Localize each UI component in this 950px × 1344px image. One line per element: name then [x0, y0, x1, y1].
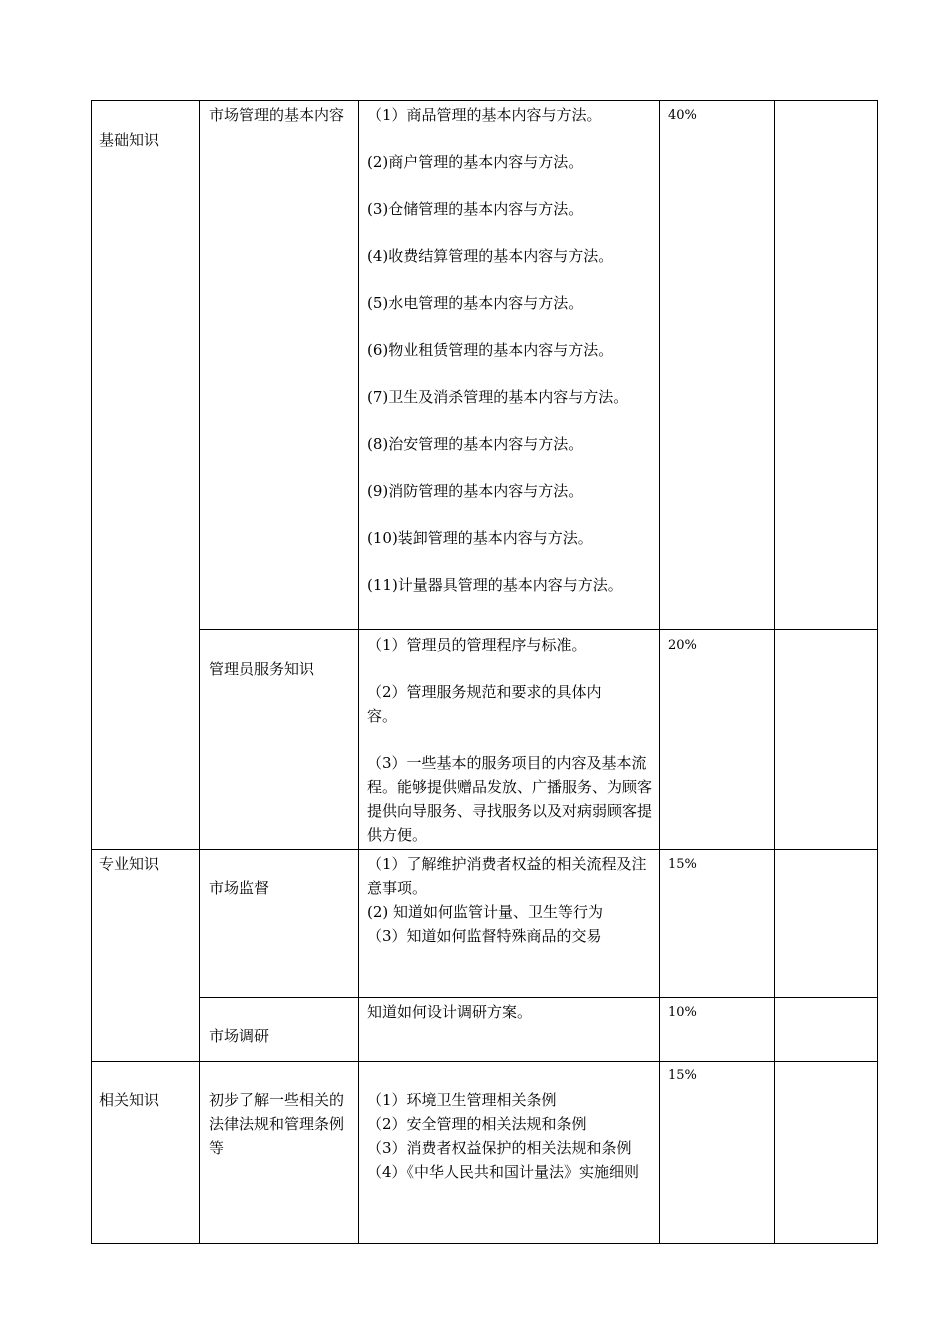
column-divider-4 [774, 100, 775, 1244]
topic-label: 市场监督 [209, 879, 270, 897]
category-label: 基础知识 [99, 131, 160, 149]
weight-cell [668, 636, 768, 656]
category-label: 专业知识 [99, 855, 160, 873]
category-cell [99, 852, 195, 876]
knowledge-table [91, 100, 878, 1244]
content-item: （3）消费者权益保护的相关法规和条例 [367, 1139, 632, 1157]
section-divider-2 [91, 1061, 878, 1062]
topic-label: 市场调研 [209, 1027, 270, 1045]
content-item: （1）了解维护消费者权益的相关流程及注意事项。 [367, 855, 647, 897]
content-item: （1）环境卫生管理相关条例 [367, 1091, 557, 1109]
topic-label: 初步了解一些相关的法律法规和管理条例等 [209, 1091, 345, 1157]
content-item: (2)商户管理的基本内容与方法。 [367, 153, 584, 171]
column-divider-2 [358, 100, 359, 1244]
weight-value: 15% [668, 1068, 697, 1083]
category-cell [99, 128, 195, 152]
content-item: (9)消防管理的基本内容与方法。 [367, 482, 584, 500]
content-item: 知道如何设计调研方案。 [367, 1003, 533, 1021]
topic-cell [209, 1024, 351, 1048]
weight-cell [668, 855, 768, 875]
content-item: （1）商品管理的基本内容与方法。 [367, 106, 602, 124]
content-item: (8)治安管理的基本内容与方法。 [367, 435, 584, 453]
topic-cell [209, 1088, 351, 1160]
content-cell [367, 103, 655, 597]
weight-cell [668, 1003, 768, 1023]
content-cell [367, 1000, 655, 1024]
content-item: （1）管理员的管理程序与标准。 [367, 636, 587, 654]
row-divider-3 [199, 997, 878, 998]
content-cell [367, 852, 657, 948]
table-border-top [91, 100, 878, 101]
weight-value: 10% [668, 1005, 697, 1020]
content-cell [367, 633, 655, 847]
column-divider-3 [659, 100, 660, 1244]
topic-label: 市场管理的基本内容 [209, 106, 345, 124]
content-item: （3）一些基本的服务项目的内容及基本流程。能够提供赠品发放、广播服务、为顾客提供向导服务、寻找服务以及对病弱顾客提供方便。 [367, 754, 653, 844]
weight-value: 20% [668, 638, 697, 653]
content-item: （2）安全管理的相关法规和条例 [367, 1115, 587, 1133]
table-border-right [877, 100, 878, 1244]
content-item: (10)装卸管理的基本内容与方法。 [367, 529, 593, 547]
content-item: (2) 知道如何监管计量、卫生等行为 [367, 903, 604, 921]
weight-cell [668, 106, 768, 126]
content-item: （2）管理服务规范和要求的具体内容。 [367, 683, 602, 725]
content-item: (7)卫生及消杀管理的基本内容与方法。 [367, 388, 629, 406]
column-divider-1 [199, 100, 200, 1244]
content-item: （3）知道如何监督特殊商品的交易 [367, 927, 602, 945]
category-label: 相关知识 [99, 1091, 160, 1109]
table-border-bottom [91, 1243, 878, 1244]
content-item: (3)仓储管理的基本内容与方法。 [367, 200, 584, 218]
topic-cell [209, 876, 351, 900]
category-cell [99, 1088, 195, 1112]
content-item: (5)水电管理的基本内容与方法。 [367, 294, 584, 312]
content-cell [367, 1088, 657, 1184]
section-divider-1 [91, 849, 878, 850]
topic-label: 管理员服务知识 [209, 660, 315, 678]
weight-value: 15% [668, 857, 697, 872]
weight-value: 40% [668, 108, 697, 123]
content-item: (4)收费结算管理的基本内容与方法。 [367, 247, 614, 265]
weight-cell [668, 1066, 768, 1086]
topic-cell [209, 657, 351, 681]
content-item: (6)物业租赁管理的基本内容与方法。 [367, 341, 614, 359]
topic-cell [209, 103, 351, 127]
row-divider-1 [199, 629, 878, 630]
table-border-left [91, 100, 92, 1244]
content-item: (11)计量器具管理的基本内容与方法。 [367, 576, 623, 594]
content-item: （4）《中华人民共和国计量法》实施细则 [367, 1163, 640, 1181]
